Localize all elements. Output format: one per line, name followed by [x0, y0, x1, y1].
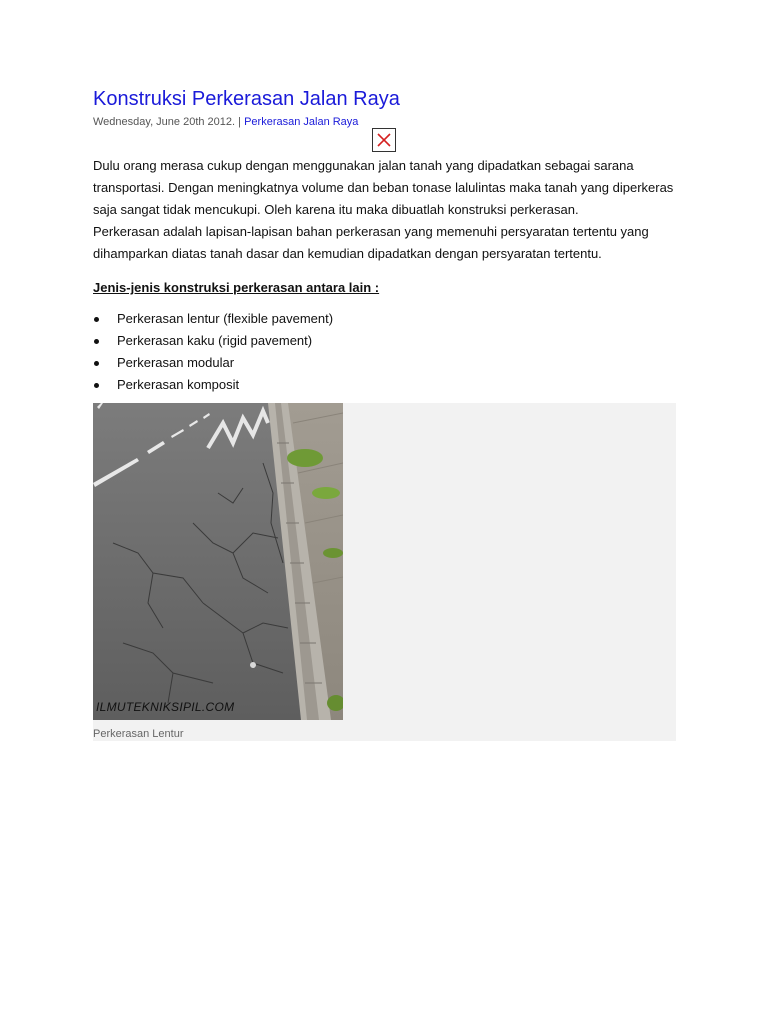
image-watermark: ILMUTEKNIKSIPIL.COM	[96, 700, 235, 714]
article-title[interactable]: Konstruksi Perkerasan Jalan Raya	[93, 88, 400, 110]
list-item: Perkerasan modular	[93, 352, 678, 374]
meta-separator: |	[238, 116, 242, 128]
definition-paragraph: Perkerasan adalah lapisan-lapisan bahan perkerasan yang memenuhi persyaratan tertentu yang dihamparkan diatas tanah dasar dan kemudian dipadatkan dengan persyaratan tertentu.	[93, 224, 649, 261]
road-photo	[93, 403, 343, 720]
list-item: Perkerasan kaku (rigid pavement)	[93, 330, 678, 352]
intro-paragraph: Dulu orang merasa cukup dengan menggunakan jalan tanah yang dipadatkan sebagai sarana transportasi. Dengan meningkatnya volume dan beban tonase lalulintas maka tanah yang diperkeras saja sangat tidak mencukupi. Oleh karena itu maka dibuatlah konstruksi perkerasan.	[93, 158, 674, 217]
list-item: Perkerasan lentur (flexible pavement)	[93, 308, 678, 330]
bullet-icon	[94, 383, 99, 388]
bullet-icon	[94, 339, 99, 344]
article-date: Wednesday, June 20th 2012.	[93, 116, 236, 128]
bullet-icon	[94, 361, 99, 366]
article	[93, 86, 678, 396]
list-heading: Jenis-jenis konstruksi perkerasan antara lain :	[93, 280, 380, 295]
article-meta	[93, 115, 678, 129]
broken-image-icon	[372, 128, 396, 152]
figure-caption: Perkerasan Lentur	[93, 728, 184, 740]
category-link[interactable]: Perkerasan Jalan Raya	[244, 116, 359, 128]
pavement-types-list	[93, 308, 678, 396]
bullet-icon	[94, 317, 99, 322]
list-item: Perkerasan komposit	[93, 374, 678, 396]
figure	[93, 403, 676, 741]
